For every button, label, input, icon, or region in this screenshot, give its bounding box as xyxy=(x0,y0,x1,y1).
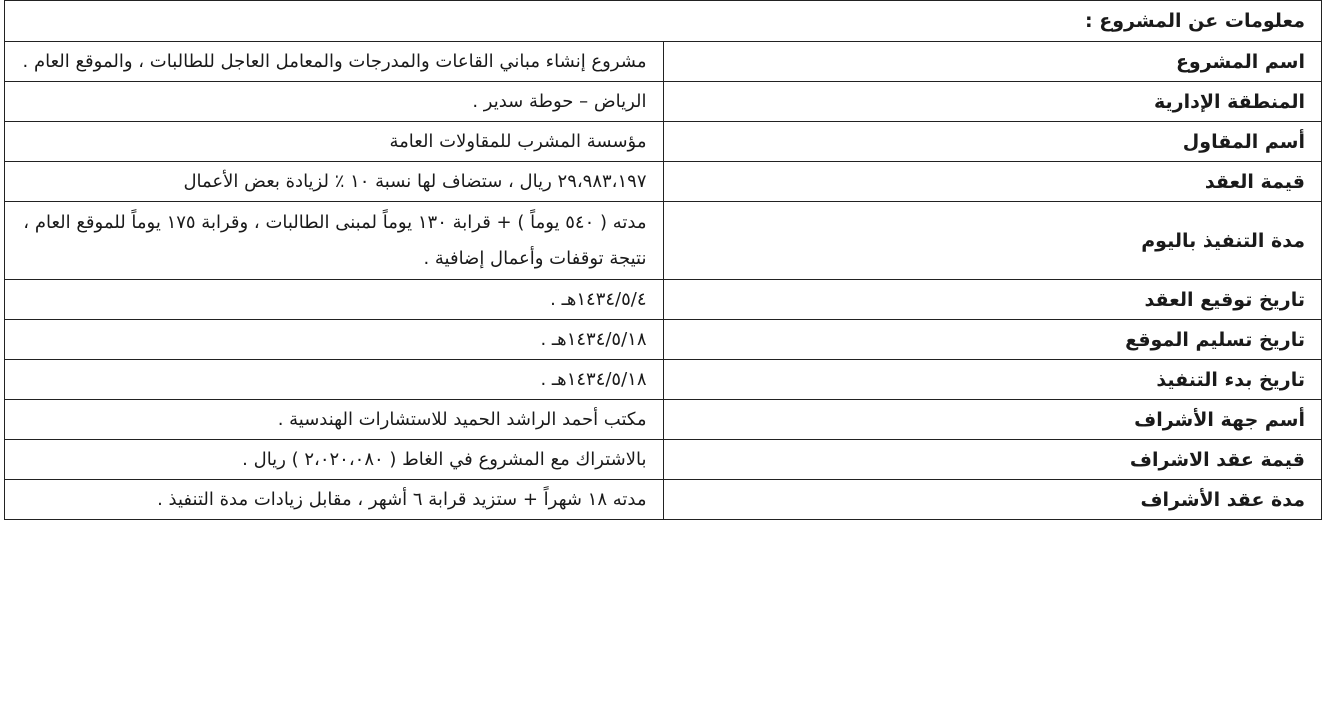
row-supervision-contract-duration xyxy=(5,480,1322,520)
row-contract-value xyxy=(5,162,1322,202)
value-line: مدته ١٨ شهراً + ستزيد قرابة ٦ أشهر ، مقابل زيادات مدة التنفيذ . xyxy=(157,488,647,510)
value-supervision-contract-value xyxy=(5,440,664,480)
row-supervision-contract-value xyxy=(5,440,1322,480)
label-contractor-name: أسم المقاول xyxy=(663,122,1322,162)
value-line: مؤسسة المشرب للمقاولات العامة xyxy=(389,130,647,152)
row-execution-duration xyxy=(5,202,1322,280)
row-supervisor-name xyxy=(5,400,1322,440)
value-line: ١٤٣٤/٥/١٨هـ . xyxy=(540,328,647,350)
label-contract-signing-date: تاريخ توقيع العقد xyxy=(663,280,1322,320)
value-project-name xyxy=(5,42,664,82)
value-contractor-name xyxy=(5,122,664,162)
value-contract-value xyxy=(5,162,664,202)
label-site-handover-date: تاريخ تسليم الموقع xyxy=(663,320,1322,360)
value-line: الرياض – حوطة سدير . xyxy=(472,90,647,112)
value-contract-signing-date xyxy=(5,280,664,320)
value-line-1: مدته ( ٥٤٠ يوماً ) + قرابة ١٣٠ يوماً لمبنى الطالبات ، وقرابة ١٧٥ يوماً للموقع العام ، xyxy=(23,211,647,233)
value-line: ١٤٣٤/٥/١٨هـ . xyxy=(540,368,647,390)
label-admin-region: المنطقة الإدارية xyxy=(663,82,1322,122)
row-admin-region xyxy=(5,82,1322,122)
value-line: مشروع إنشاء مباني القاعات والمدرجات والمعامل العاجل للطالبات ، والموقع العام . xyxy=(22,50,647,72)
value-line: ١٤٣٤/٥/٤هـ . xyxy=(550,288,647,310)
value-line: ٢٩،٩٨٣،١٩٧ ريال ، ستضاف لها نسبة ١٠ ٪ لزيادة بعض الأعمال xyxy=(183,170,647,192)
label-execution-start-date: تاريخ بدء التنفيذ xyxy=(663,360,1322,400)
label-execution-duration: مدة التنفيذ باليوم xyxy=(663,202,1322,280)
row-contractor-name xyxy=(5,122,1322,162)
value-supervision-contract-duration xyxy=(5,480,664,520)
value-execution-start-date xyxy=(5,360,664,400)
project-info-table xyxy=(4,0,1322,520)
label-supervisor-name: أسم جهة الأشراف xyxy=(663,400,1322,440)
row-site-handover-date xyxy=(5,320,1322,360)
value-admin-region xyxy=(5,82,664,122)
row-execution-start-date xyxy=(5,360,1322,400)
section-title: معلومات عن المشروع : xyxy=(5,1,1322,42)
value-site-handover-date xyxy=(5,320,664,360)
label-project-name: اسم المشروع xyxy=(663,42,1322,82)
label-supervision-contract-duration: مدة عقد الأشراف xyxy=(663,480,1322,520)
value-execution-duration xyxy=(5,202,664,280)
value-line: بالاشتراك مع المشروع في الغاط ( ٢،٠٢٠،٠٨٠ ) ريال . xyxy=(242,448,647,470)
value-supervisor-name xyxy=(5,400,664,440)
table-title-row xyxy=(5,1,1322,42)
label-supervision-contract-value: قيمة عقد الاشراف xyxy=(663,440,1322,480)
value-line: مكتب أحمد الراشد الحميد للاستشارات الهندسية . xyxy=(277,408,647,430)
label-contract-value: قيمة العقد xyxy=(663,162,1322,202)
row-project-name xyxy=(5,42,1322,82)
row-contract-signing-date xyxy=(5,280,1322,320)
value-line-2: نتيجة توقفات وأعمال إضافية . xyxy=(423,247,647,269)
